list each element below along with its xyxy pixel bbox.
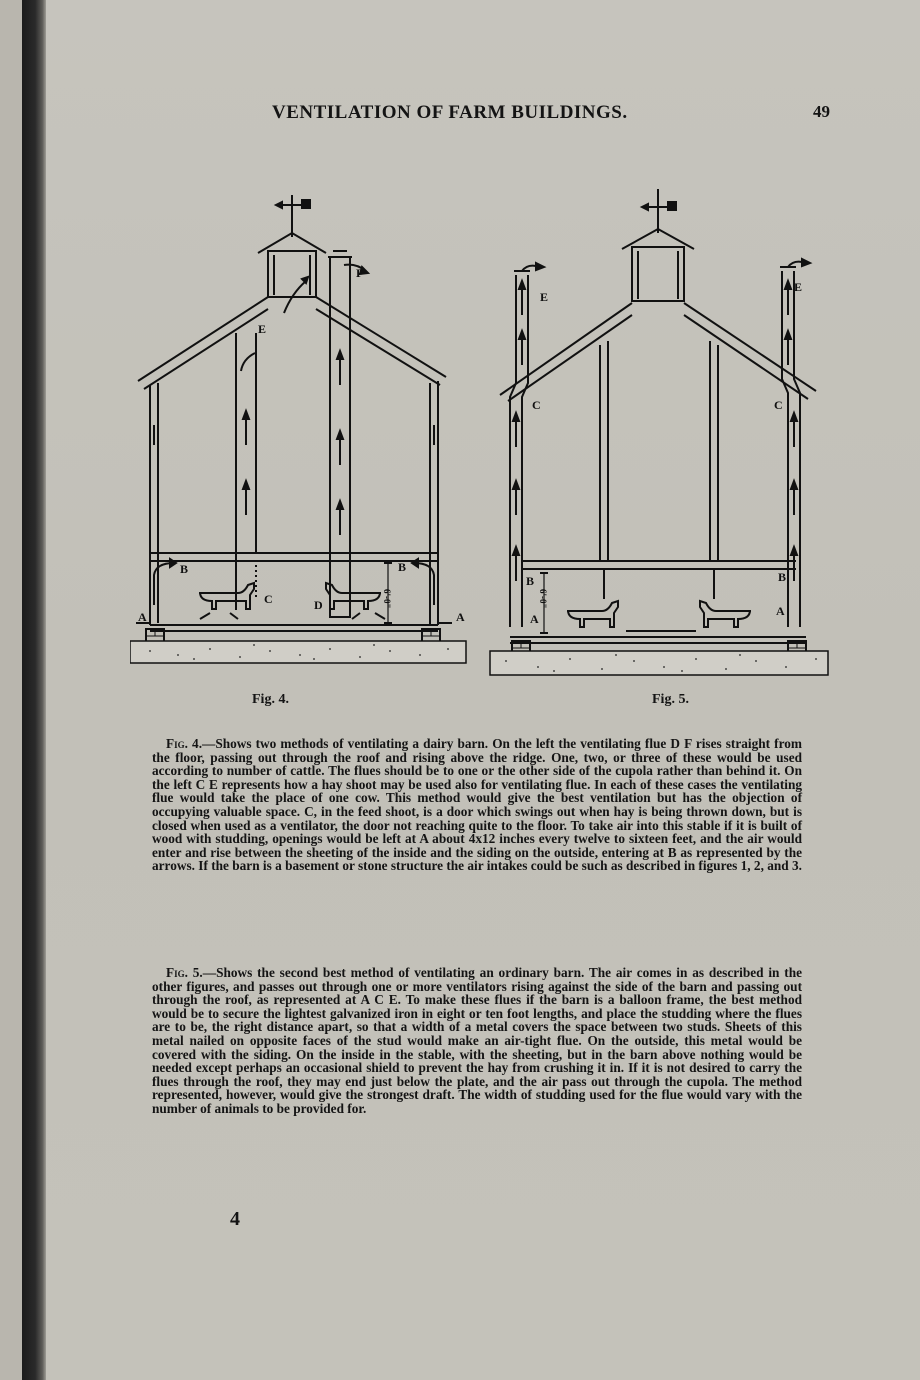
figure-5-caption [152,966,802,1116]
fig4-label-a-right: A [456,610,465,624]
figure-4-diagram [130,185,480,685]
fig4-label-b-right: B [398,560,407,574]
fig5-label-c-right: C [774,398,783,412]
fig5-dimension: 6'-0" [538,589,548,609]
fig5-label-b-left: B [526,574,535,588]
fig5-label-c-left: C [532,398,541,412]
figure-5-diagram [486,185,832,685]
book-binding [22,0,46,1380]
signature-mark: 4 [230,1208,240,1230]
figure-5-caption-label: Fig. 5. [166,965,203,980]
figure-5-caption-text: —Shows the second best method of ventilating an ordinary barn. The air comes in as described in the other figures, and passes out through one or more ventilators rising against the side of the barn and passing out through the roof, as represented at A C E. To make these flues if the barn is a balloon frame, the best method would be to secure the lightest galvanized iron in eight or ten foot lengths, and place the studding where the flues are to be, the right distance apart, so that a width of a metal covers the space between two studs. Sheets of this metal nailed on opposite faces of the stud would make an air-tight flue. On the outside, this metal would be covered with the siding. On the inside in the stable, with the sheeting, but in the barn above nothing would be needed except perhaps an occasional shield to prevent the hay from crushing it in. If it is not desired to carry the flues through the roof, they may end just below the plate, and the air pass out through the cupola. The method represented, however, would give the strongest draft. The width of studding used for the flue would vary with the number of animals to be provided for. [152,965,802,1116]
fig5-label-e-left: E [540,290,549,304]
fig4-label-f: F [356,266,364,280]
fig5-label-b-right: B [778,570,787,584]
running-header: VENTILATION OF FARM BUILDINGS. [272,102,628,123]
fig4-label-c: C [264,592,273,606]
figure-4-label: Fig. 4. [252,692,289,707]
fig4-label-a-left: A [138,610,147,624]
figure-4-caption-text: —Shows two methods of ventilating a dairy barn. On the left the ventilating flue D F rises straight from the floor, passing out through the roof and rising above the ridge. One, two, or three of these would be used according to number of cattle. The flues should be to one or the other side of the cupola rather than behind it. On the left C E represents how a hay shoot may be used also for ventilating flue. In each of these cases the ventilating flue would take the place of one cow. This method would give the best ventilation but has the objection of occupying valuable space. C, in the feed shoot, is a door which swings out when hay is being thrown down, but is closed when used as a ventilator, the door not reaching quite to the floor. To take air into this stable if it is built of wood with studding, openings would be left at A about 4x12 inches every twelve to sixteen feet, and the air would enter and rise between the sheeting of the inside and the siding on the outside, entering at B as represented by the arrows. If the barn is a basement or stone structure the air intakes could be such as described in figures 1, 2, and 3. [152,736,802,874]
figure-4-caption [152,737,802,873]
fig5-label-a-left: A [530,612,539,626]
fig4-label-d: D [314,598,323,612]
fig4-label-b-left: B [180,562,189,576]
fig4-dimension: 6'-0" [382,589,392,609]
fig5-label-a-right: A [776,604,785,618]
figure-5-label: Fig. 5. [652,692,689,707]
fig4-label-e: E [258,322,267,336]
figure-4-caption-label: Fig. 4. [166,736,203,751]
fig5-label-e-right: E [794,280,803,294]
page-number: 49 [813,102,830,121]
